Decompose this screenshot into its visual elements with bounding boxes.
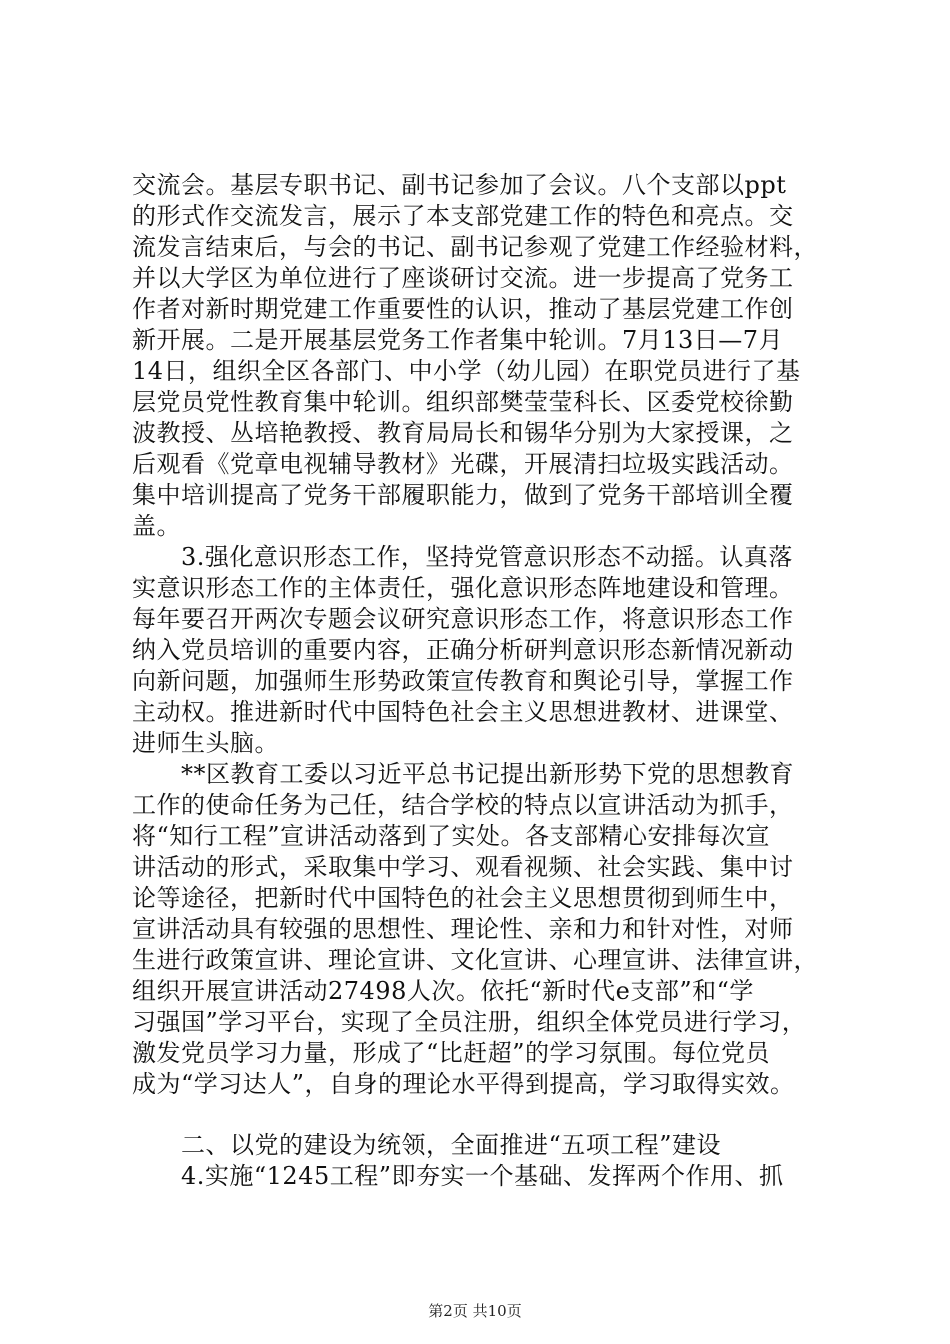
text-line: 波教授、丛培艳教授、教育局局长和锡华分别为大家授课，之 (132, 419, 794, 447)
text-line: 14日，组织全区各部门、中小学（幼儿园）在职党员进行了基 (132, 357, 801, 385)
text-line: 每年要召开两次专题会议研究意识形态工作，将意识形态工作 (132, 605, 794, 633)
text-line: 习强国”学习平台，实现了全员注册，组织全体党员进行学习， (132, 1008, 807, 1036)
text-line: 成为“学习达人”，自身的理论水平得到提高，学习取得实效。 (132, 1070, 795, 1098)
text-line: 实意识形态工作的主体责任，强化意识形态阵地建设和管理。 (132, 574, 794, 602)
text-line: 纳入党员培训的重要内容，正确分析研判意识形态新情况新动 (132, 636, 794, 664)
text-line: **区教育工委以习近平总书记提出新形势下党的思想教育 (132, 760, 794, 788)
text-line: 集中培训提高了党务干部履职能力，做到了党务干部培训全覆 (132, 481, 794, 509)
text-line: 进师生头脑。 (132, 729, 279, 757)
text-line: 的形式作交流发言，展示了本支部党建工作的特色和亮点。交 (132, 202, 794, 230)
paragraph-gap (132, 1100, 832, 1130)
text-line: 宣讲活动具有较强的思想性、理论性、亲和力和针对性，对师 (132, 915, 794, 943)
text-line: 作者对新时期党建工作重要性的认识，推动了基层党建工作创 (132, 295, 794, 323)
text-line: 并以大学区为单位进行了座谈研讨交流。进一步提高了党务工 (132, 264, 794, 292)
text-line: 层党员党性教育集中轮训。组织部樊莹莹科长、区委党校徐勤 (132, 388, 794, 416)
text-line: 将“知行工程”宣讲活动落到了实处。各支部精心安排每次宣 (132, 822, 771, 850)
text-line: 主动权。推进新时代中国特色社会主义思想进教材、进课堂、 (132, 698, 794, 726)
document-body (132, 170, 832, 1192)
text-line: 流发言结束后，与会的书记、副书记参观了党建工作经验材料， (132, 233, 818, 261)
text-line: 论等途径，把新时代中国特色的社会主义思想贯彻到师生中， (132, 884, 794, 912)
page-footer: 第2页 共10页 (428, 1302, 522, 1320)
text-line: 4.实施“1245工程”即夯实一个基础、发挥两个作用、抓 (132, 1162, 784, 1190)
text-line: 后观看《党章电视辅导教材》光碟，开展清扫垃圾实践活动。 (132, 450, 794, 478)
text-line: 讲活动的形式，采取集中学习、观看视频、社会实践、集中讨 (132, 853, 794, 881)
text-line: 新开展。二是开展基层党务工作者集中轮训。7月13日—7月 (132, 326, 784, 354)
text-line: 3.强化意识形态工作，坚持党管意识形态不动摇。认真落 (132, 543, 793, 571)
text-line: 生进行政策宣讲、理论宣讲、文化宣讲、心理宣讲、法律宣讲， (132, 946, 818, 974)
text-line: 工作的使命任务为己任，结合学校的特点以宣讲活动为抓手， (132, 791, 794, 819)
text-line: 向新问题，加强师生形势政策宣传教育和舆论引导，掌握工作 (132, 667, 794, 695)
text-line: 激发党员学习力量，形成了“比赶超”的学习氛围。每位党员 (132, 1039, 771, 1067)
text-line: 盖。 (132, 512, 181, 540)
text-line: 组织开展宣讲活动27498人次。依托“新时代e支部”和“学 (132, 977, 754, 1005)
section-heading: 二、以党的建设为统领，全面推进“五项工程”建设 (132, 1131, 722, 1159)
text-line: 交流会。基层专职书记、副书记参加了会议。八个支部以ppt (132, 171, 787, 199)
